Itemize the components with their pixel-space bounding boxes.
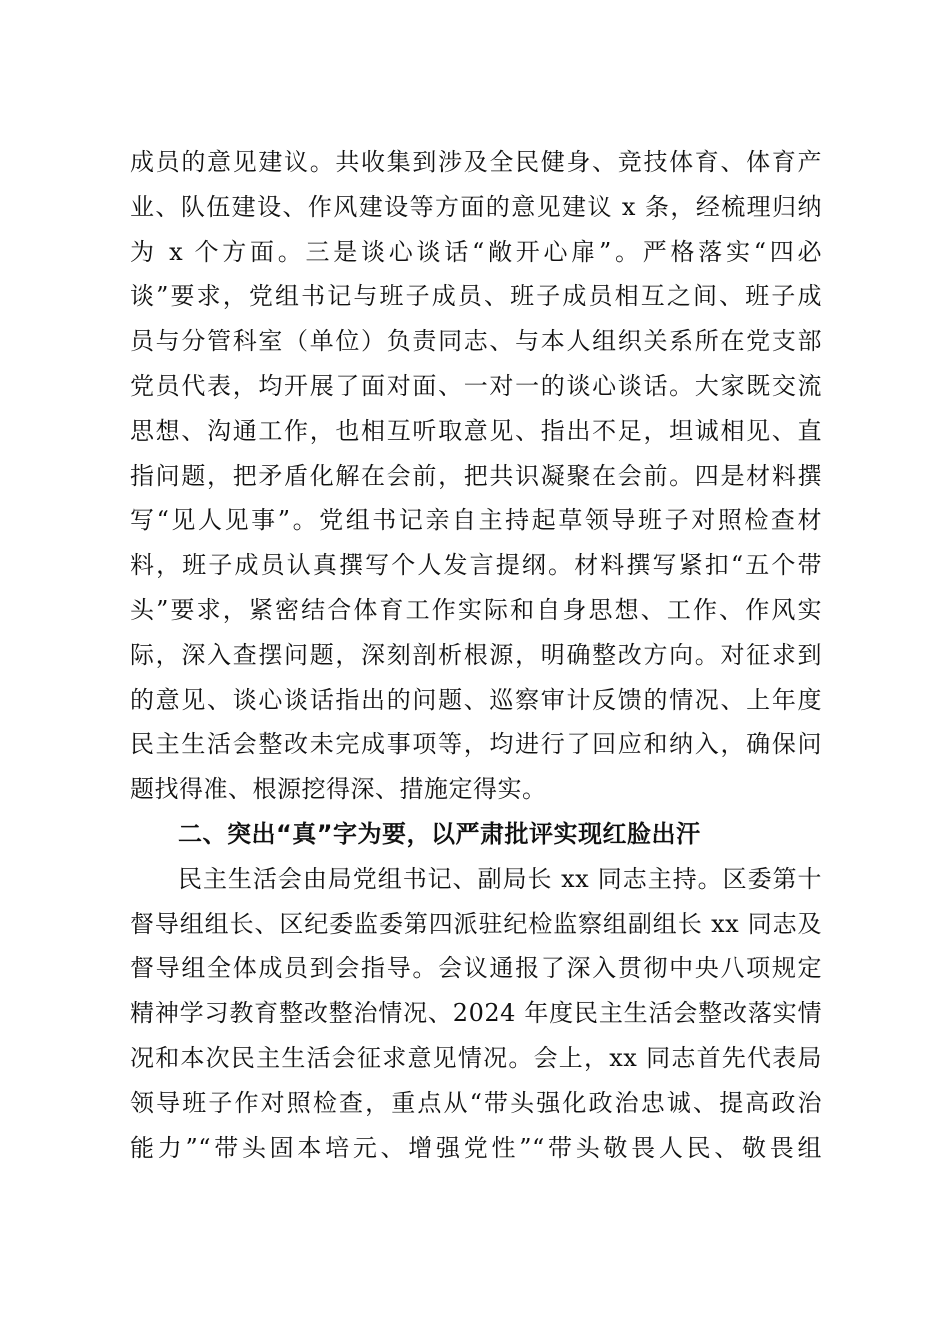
body-text-line: 精神学习教育整改整治情况、2024 年度民主生活会整改落实情 — [130, 999, 822, 1028]
body-text-line: 谈”要求，党组书记与班子成员、班子成员相互之间、班子成 — [130, 282, 822, 311]
body-text-line: 料，班子成员认真撰写个人发言提纲。材料撰写紧扣“五个带 — [130, 551, 822, 580]
body-text-line: 督导组全体成员到会指导。会议通报了深入贯彻中央八项规定 — [130, 954, 822, 983]
body-text-line: 的意见、谈心谈话指出的问题、巡察审计反馈的情况、上年度 — [130, 685, 822, 714]
body-text-line: 员与分管科室（单位）负责同志、与本人组织关系所在党支部 — [130, 327, 822, 356]
body-text-line: 领导班子作对照检查，重点从“带头强化政治忠诚、提高政治 — [130, 1088, 822, 1117]
body-text-line: 民主生活会由局党组书记、副局长 xx 同志主持。区委第十 — [178, 864, 822, 893]
body-text-line: 为 x 个方面。三是谈心谈话“敞开心扉”。严格落实“四必 — [130, 237, 822, 266]
body-text-line: 党员代表，均开展了面对面、一对一的谈心谈话。大家既交流 — [130, 371, 822, 400]
body-text-line: 况和本次民主生活会征求意见情况。会上，xx 同志首先代表局 — [130, 1043, 822, 1072]
body-text-line: 督导组组长、区纪委监委第四派驻纪检监察组副组长 xx 同志及 — [130, 909, 822, 938]
body-text-line: 指问题，把矛盾化解在会前，把共识凝聚在会前。四是材料撰 — [130, 461, 822, 490]
body-text-line: 成员的意见建议。共收集到涉及全民健身、竞技体育、体育产 — [130, 148, 822, 176]
body-text-line: 写“见人见事”。党组书记亲自主持起草领导班子对照检查材 — [130, 506, 822, 535]
body-text-line: 题找得准、根源挖得深、措施定得实。 — [130, 775, 547, 804]
body-text-line: 业、队伍建设、作风建设等方面的意见建议 x 条，经梳理归纳 — [130, 192, 822, 221]
body-text-line: 能力”“带头固本培元、增强党性”“带头敬畏人民、敬畏组 — [130, 1133, 822, 1162]
body-text-line: 际，深入查摆问题，深刻剖析根源，明确整改方向。对征求到 — [130, 640, 822, 669]
body-text-line: 头”要求，紧密结合体育工作实际和自身思想、工作、作风实 — [130, 595, 822, 624]
section-heading: 二、突出“真”字为要，以严肃批评实现红脸出汗 — [178, 819, 701, 848]
body-text-line: 思想、沟通工作，也相互听取意见、指出不足，坦诚相见、直 — [130, 416, 822, 445]
document-body — [130, 140, 822, 1170]
body-text-line: 民主生活会整改未完成事项等，均进行了回应和纳入，确保问 — [130, 730, 822, 759]
